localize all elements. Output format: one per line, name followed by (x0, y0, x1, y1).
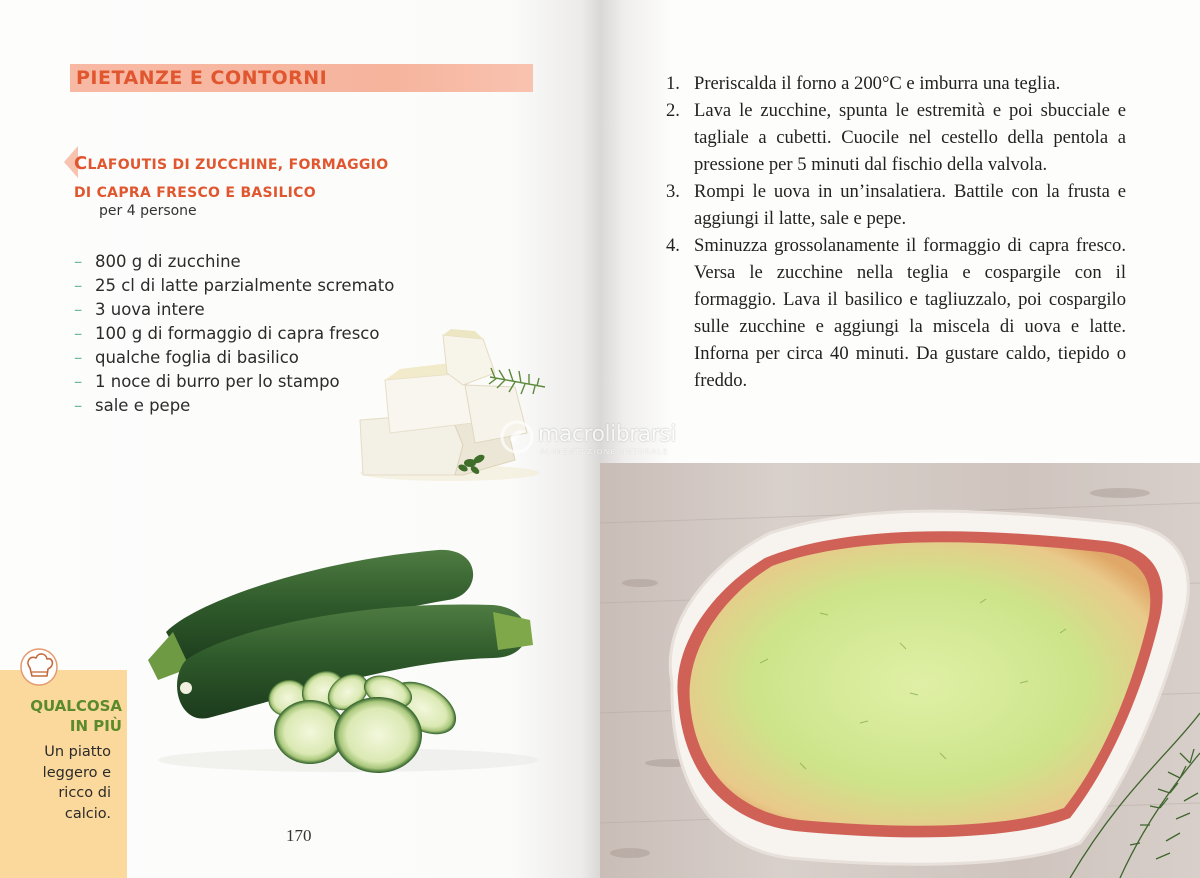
recipe-title-initial: C (74, 153, 88, 174)
bullet-dash: – (74, 300, 83, 319)
step-item (666, 232, 1126, 394)
step-item (666, 178, 1126, 232)
bullet-dash: – (74, 276, 83, 295)
ingredient-item (74, 250, 394, 274)
step-text: Preriscalda il forno a 200°C e imburra una teglia. (694, 73, 1061, 94)
watermark-subtext: ALIMENTAZIONE NATURALE (540, 448, 669, 456)
step-item (666, 97, 1126, 178)
step-text: Rompi le uova in un’insalatiera. Battile con la frusta e aggiungi il latte, sale e pepe. (694, 181, 1126, 229)
ingredient-text: 1 noce di burro per lo stampo (95, 372, 340, 391)
tip-text-line: leggero e (42, 764, 111, 781)
ingredient-item (74, 346, 394, 370)
recipe-title-line2: DI CAPRA FRESCO E BASILICO (74, 185, 316, 201)
step-number: 1. (666, 73, 680, 94)
ingredient-text: 25 cl di latte parzialmente scremato (95, 276, 395, 295)
step-item (666, 70, 1126, 97)
section-title: PIETANZE E CONTORNI (76, 67, 328, 89)
clafoutis-photo (600, 463, 1200, 878)
step-number: 4. (666, 235, 680, 256)
tip-text (20, 742, 111, 824)
step-number: 2. (666, 100, 680, 121)
ingredient-list (74, 250, 394, 418)
watermark (498, 418, 718, 462)
tip-title-line2: IN PIÙ (69, 717, 122, 735)
servings: per 4 persone (99, 203, 197, 219)
bullet-dash: – (74, 372, 83, 391)
tip-title-line1: QUALCOSA (30, 697, 122, 715)
tip-text-line: Un piatto (44, 744, 111, 760)
step-number: 3. (666, 181, 680, 202)
watermark-text: macrolibrarsi (538, 422, 676, 447)
bullet-dash: – (74, 324, 83, 343)
bullet-dash: – (74, 396, 83, 415)
step-text: Sminuzza grossolanamente il formaggio di capra fresco. Versa le zucchine nella teglia e cospargile con il formaggio. Lava il basilico e tagliuzzalo, poi cospargilo sulle zucchine e aggiungi la miscela di uova e latte. Inforna per circa 40 minuti. Da gustare caldo, tiepido o freddo. (694, 235, 1126, 391)
zucchini-image (138, 540, 538, 780)
ingredient-item (74, 370, 394, 394)
tip-text-line: ricco di (58, 785, 111, 801)
section-banner (70, 64, 533, 92)
recipe-title-line1: LAFOUTIS DI ZUCCHINE, FORMAGGIO (87, 157, 389, 173)
bullet-dash: – (74, 348, 83, 367)
recipe-title (74, 150, 394, 207)
ingredient-text: 800 g di zucchine (95, 252, 241, 271)
ingredient-item (74, 394, 394, 418)
step-text: Lava le zucchine, spunta le estremità e poi sbucciale e tagliale a cubetti. Cuocile nel cestello della pentola a pressione per 5 minuti dal fischio della valvola. (694, 100, 1126, 175)
ingredient-text: qualche foglia di basilico (95, 348, 299, 367)
ingredient-text: sale e pepe (95, 396, 191, 415)
recipe-steps (666, 70, 1126, 394)
chef-hat-icon (20, 648, 58, 690)
bullet-dash: – (74, 252, 83, 271)
page-number: 170 (286, 826, 312, 845)
ingredient-text: 3 uova intere (95, 300, 205, 319)
ingredient-item (74, 274, 394, 298)
macrolibrarsi-logo-icon (500, 420, 534, 454)
ingredient-text: 100 g di formaggio di capra fresco (95, 324, 380, 343)
tip-title (22, 696, 122, 736)
ingredient-item (74, 298, 394, 322)
tip-text-line: calcio. (64, 805, 111, 822)
ingredient-item (74, 322, 394, 346)
